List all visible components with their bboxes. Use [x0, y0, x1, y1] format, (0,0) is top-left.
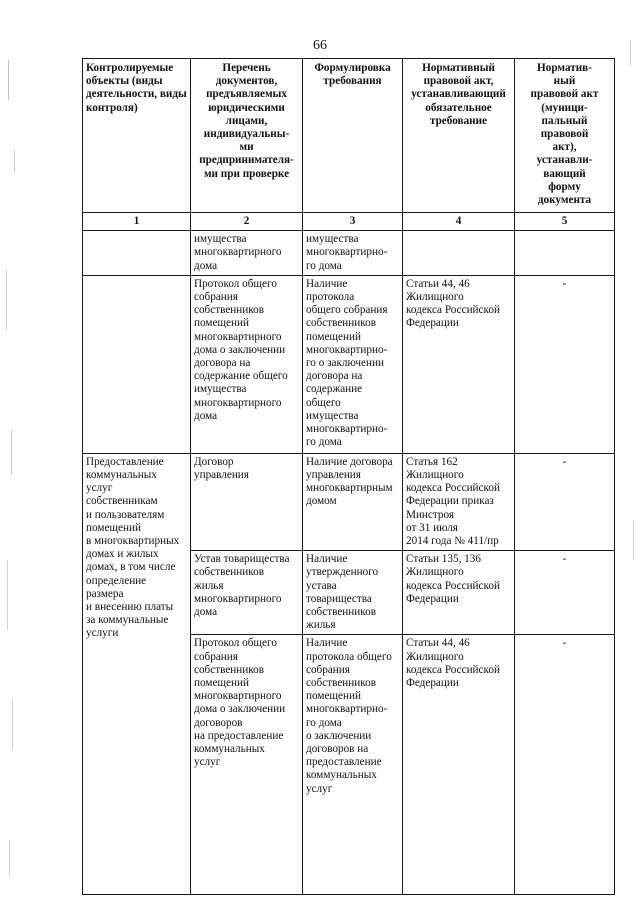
column-number: 5	[515, 213, 615, 231]
header-requirement: Формулировка требования	[303, 59, 403, 213]
normative-act-cell: Статья 162 Жилищного кодекса Российской Федерации приказ Минстроя от 31 июля 2014 года № 411/пр	[403, 453, 515, 550]
scan-mark	[9, 840, 10, 875]
requirement-cell: Наличие протокола общего собрания собственников помещений многоквартирно- го о заключении договора на содержание общего имущества многоквартирно- го дома	[303, 275, 403, 453]
column-number: 4	[403, 213, 515, 231]
controlled-object-cell	[83, 275, 191, 453]
page-number: 66	[313, 38, 327, 53]
header-normative-act: Нормативный правовой акт, устанавливающий обязательное требование	[403, 59, 515, 213]
form-act-cell: -	[515, 453, 615, 550]
column-number-row	[83, 213, 615, 231]
header-row	[83, 59, 615, 213]
document-cell: Протокол общего собрания собственников помещений многоквартирного дома о заключении договора на содержание общего имущества многоквартирного дома	[191, 275, 303, 453]
form-act-cell: -	[515, 551, 615, 635]
requirement-cell: Наличие протокола общего собрания собственников помещений многоквартирно- го дома о заключении договоров на предоставление коммунальных услуг	[303, 635, 403, 895]
header-form-act: Норматив- ный правовой акт (муници- пальный правовой акт), устанавли- вающий форму документа	[515, 59, 615, 213]
document-cell: Устав товарищества собственников жилья многоквартирного дома	[191, 551, 303, 635]
requirement-cell: Наличие утвержденного устава товарищества собственников жилья	[303, 551, 403, 635]
controlled-object-cell: Предоставление коммунальных услуг собственникам и пользователям помещений в многоквартирных домах и жилых домах, в том числе определение размера и внесению платы за коммунальные услуги	[83, 453, 191, 895]
header-documents: Перечень документов, предъявляемых юридическими лицами, индивидуальны- ми предпринимателя- ми при проверке	[191, 59, 303, 213]
scan-mark	[6, 270, 7, 330]
header-controlled-objects: Контролируемые объекты (виды деятельности, виды контроля)	[83, 59, 191, 213]
requirements-table	[82, 58, 615, 895]
normative-act-cell: Статьи 135, 136 Жилищного кодекса Российской Федерации	[403, 551, 515, 635]
column-number: 1	[83, 213, 191, 231]
form-act-cell	[515, 231, 615, 276]
column-number: 2	[191, 213, 303, 231]
scan-mark	[7, 560, 8, 630]
normative-act-cell: Статьи 44, 46 Жилищного кодекса Российской Федерации	[403, 635, 515, 895]
requirement-cell: Наличие договора управления многоквартирным домом	[303, 453, 403, 550]
table-row	[83, 275, 615, 453]
controlled-object-cell	[83, 231, 191, 276]
normative-act-cell	[403, 231, 515, 276]
scan-mark	[633, 520, 634, 560]
document-cell: имущества многоквартирного дома	[191, 231, 303, 276]
document-cell: Протокол общего собрания собственников помещений многоквартирного дома о заключении договоров на предоставление коммунальных услуг	[191, 635, 303, 895]
scan-mark	[14, 150, 15, 172]
scan-mark	[8, 60, 9, 100]
form-act-cell: -	[515, 275, 615, 453]
scan-mark	[12, 700, 13, 750]
scan-mark	[11, 430, 12, 475]
form-act-cell: -	[515, 635, 615, 895]
scan-mark	[630, 40, 631, 65]
normative-act-cell: Статьи 44, 46 Жилищного кодекса Российской Федерации	[403, 275, 515, 453]
document-cell: Договор управления	[191, 453, 303, 550]
table-row	[83, 231, 615, 276]
table-row	[83, 453, 615, 550]
requirement-cell: имущества многоквартирно- го дома	[303, 231, 403, 276]
column-number: 3	[303, 213, 403, 231]
